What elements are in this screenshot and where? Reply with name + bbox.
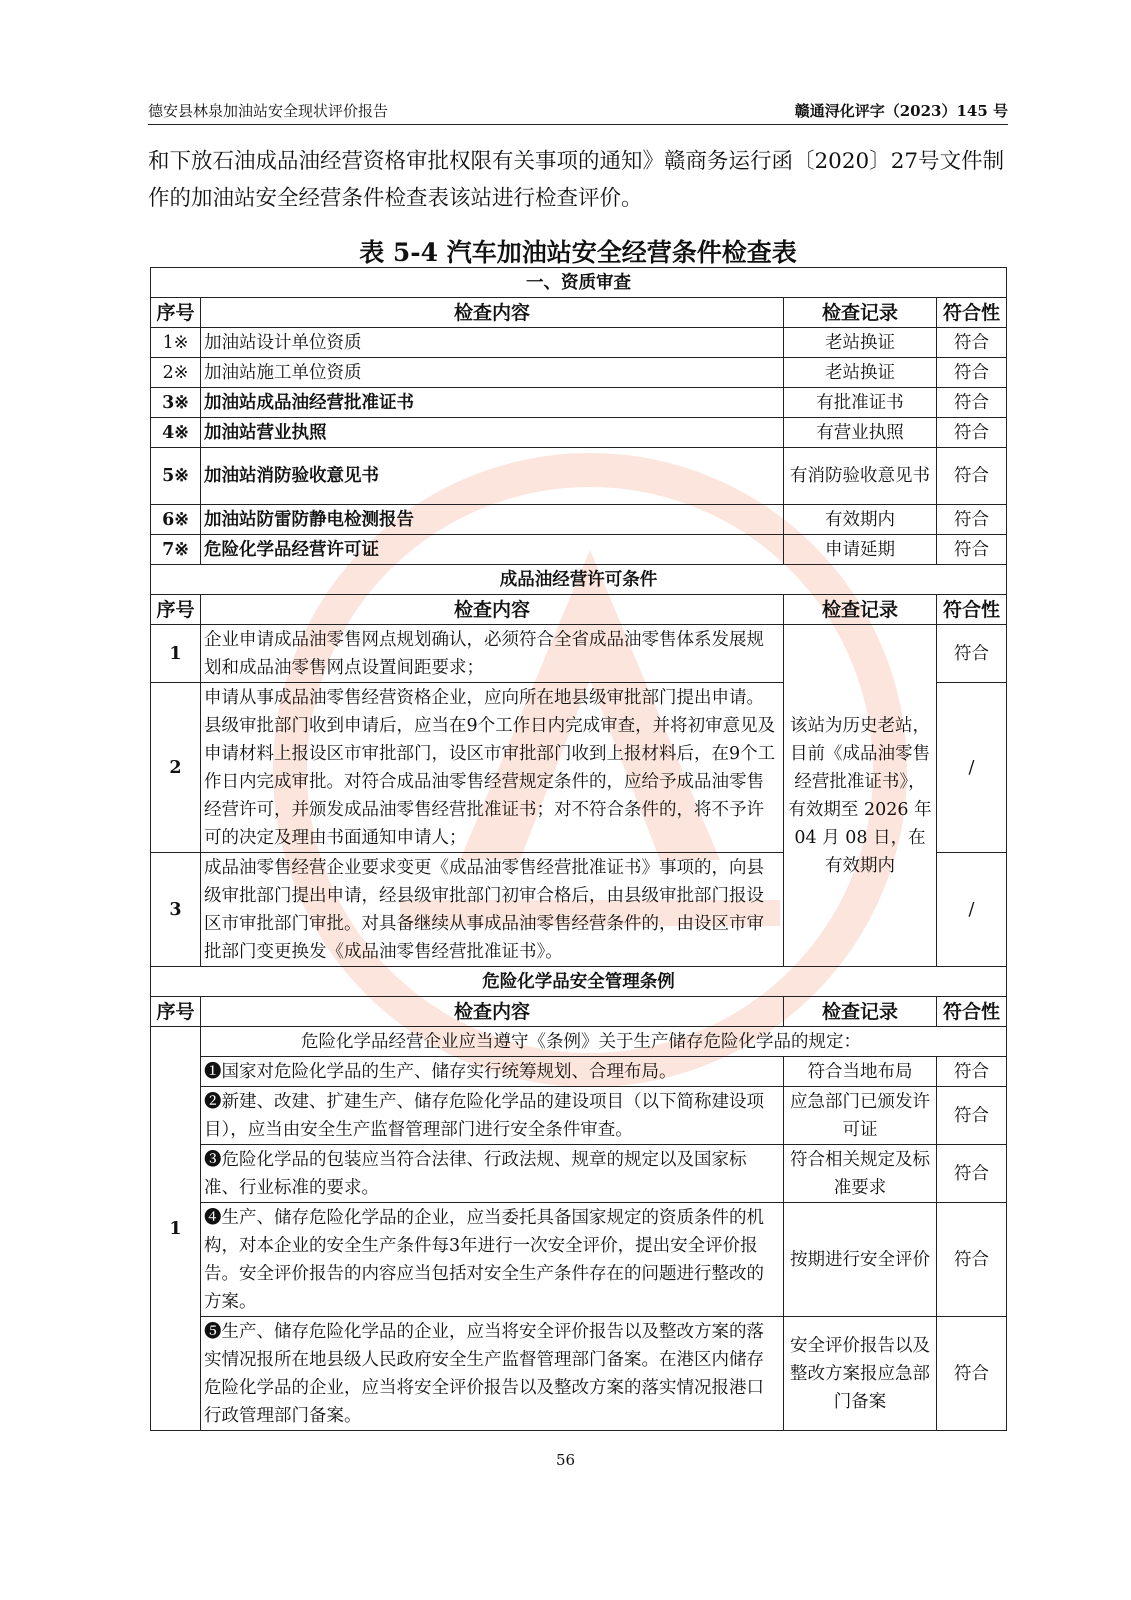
row-content: 加油站营业执照: [201, 418, 784, 448]
row-no: 1: [151, 625, 201, 683]
row-content: 加油站设计单位资质: [201, 328, 784, 358]
row-no: 3: [151, 853, 201, 967]
row-no: 5※: [151, 448, 201, 505]
table-row: [151, 448, 1007, 505]
row-content: 加油站消防验收意见书: [201, 448, 784, 505]
row-conform: /: [937, 683, 1007, 853]
row-conform: 符合: [937, 448, 1007, 505]
table-row: [151, 1317, 1007, 1431]
row-record: 有批准证书: [784, 388, 937, 418]
table-row: [151, 1057, 1007, 1087]
row-content: 加油站防雷防静电检测报告: [201, 505, 784, 535]
row-record: 安全评价报告以及整改方案报应急部门备案: [784, 1317, 937, 1431]
table-row: [151, 1087, 1007, 1145]
report-number: 赣通浔化评字（2023）145 号: [794, 102, 1008, 120]
col-header-no: 序号: [151, 298, 201, 328]
row-no: 6※: [151, 505, 201, 535]
row-conform: 符合: [937, 505, 1007, 535]
row-no: 7※: [151, 535, 201, 565]
row-conform: 符合: [937, 1203, 1007, 1317]
row-content: ❷新建、改建、扩建生产、储存危险化学品的建设项目（以下简称建设项目），应当由安全生产监督管理部门进行安全条件审查。: [201, 1087, 784, 1145]
inspection-table: [150, 267, 1007, 1431]
row-conform: 符合: [937, 358, 1007, 388]
page-header: [148, 98, 1008, 125]
row-record: 符合当地布局: [784, 1057, 937, 1087]
table-row: [151, 418, 1007, 448]
table-row: [151, 1145, 1007, 1203]
row-record: 申请延期: [784, 535, 937, 565]
col-header-content: 检查内容: [201, 298, 784, 328]
row-record: 有消防验收意见书: [784, 448, 937, 505]
row-no: 2: [151, 683, 201, 853]
row-content: ❺生产、储存危险化学品的企业，应当将安全评价报告以及整改方案的落实情况报所在地县级人民政府安全生产监督管理部门备案。在港区内储存危险化学品的企业，应当将安全评价报告以及整改方案的落实情况报港口行政管理部门备案。: [201, 1317, 784, 1431]
row-no: 4※: [151, 418, 201, 448]
row-conform: 符合: [937, 1145, 1007, 1203]
row-record: 应急部门已颁发许可证: [784, 1087, 937, 1145]
row-record: 按期进行安全评价: [784, 1203, 937, 1317]
row-conform: 符合: [937, 535, 1007, 565]
col-header-content: 检查内容: [201, 997, 784, 1027]
row-conform: 符合: [937, 1057, 1007, 1087]
col-header-record: 检查记录: [784, 595, 937, 625]
col-header-record: 检查记录: [784, 997, 937, 1027]
row-conform: 符合: [937, 388, 1007, 418]
col-header-record: 检查记录: [784, 298, 937, 328]
intro-paragraph: 和下放石油成品油经营资格审批权限有关事项的通知》赣商务运行函〔2020〕27号文件制作的加油站安全经营条件检查表该站进行检查评价。: [148, 149, 1005, 211]
row-content: ❸危险化学品的包装应当符合法律、行政法规、规章的规定以及国家标准、行业标准的要求。: [201, 1145, 784, 1203]
col-header-content: 检查内容: [201, 595, 784, 625]
row-conform: 符合: [937, 1317, 1007, 1431]
table-row: [151, 388, 1007, 418]
col-header-no: 序号: [151, 595, 201, 625]
section-lead: 危险化学品经营企业应当遵守《条例》关于生产储存危险化学品的规定：: [201, 1027, 1007, 1057]
col-header-conform: 符合性: [937, 595, 1007, 625]
row-content: 企业申请成品油零售网点规划确认，必须符合全省成品油零售体系发展规划和成品油零售网点设置间距要求；: [201, 625, 784, 683]
col-header-conform: 符合性: [937, 997, 1007, 1027]
table-row: [151, 535, 1007, 565]
table-row: [151, 505, 1007, 535]
report-title: 德安县林泉加油站安全现状评价报告: [148, 102, 389, 120]
row-conform: 符合: [937, 625, 1007, 683]
row-content: 危险化学品经营许可证: [201, 535, 784, 565]
section-title: 成品油经营许可条件: [151, 565, 1007, 595]
table-row: [151, 328, 1007, 358]
row-conform: 符合: [937, 418, 1007, 448]
row-record: 有营业执照: [784, 418, 937, 448]
row-record: 该站为历史老站，目前《成品油零售经营批准证书》，有效期至 2026 年04 月 08 日，在有效期内: [784, 625, 937, 967]
row-content: 加油站施工单位资质: [201, 358, 784, 388]
row-no: 2※: [151, 358, 201, 388]
row-conform: /: [937, 853, 1007, 967]
page-number: 56: [555, 1451, 576, 1469]
row-content: 加油站成品油经营批准证书: [201, 388, 784, 418]
table-title: 表 5-4 汽车加油站安全经营条件检查表: [359, 238, 797, 267]
row-no: 1※: [151, 328, 201, 358]
row-content: ❶国家对危险化学品的生产、储存实行统筹规划、合理布局。: [201, 1057, 784, 1087]
row-no: 3※: [151, 388, 201, 418]
row-conform: 符合: [937, 328, 1007, 358]
row-content: ❹生产、储存危险化学品的企业，应当委托具备国家规定的资质条件的机构，对本企业的安全生产条件每3年进行一次安全评价，提出安全评价报告。安全评价报告的内容应当包括对安全生产条件存在的问题进行整改的方案。: [201, 1203, 784, 1317]
table-row: [151, 358, 1007, 388]
section-title: 危险化学品安全管理条例: [151, 967, 1007, 997]
col-header-no: 序号: [151, 997, 201, 1027]
row-conform: 符合: [937, 1087, 1007, 1145]
row-content: 申请从事成品油零售经营资格企业，应向所在地县级审批部门提出申请。县级审批部门收到申请后，应当在9个工作日内完成审查，并将初审意见及申请材料上报设区市审批部门，设区市审批部门收到上报材料后，在9个工作日内完成审批。对符合成品油零售经营规定条件的，应给予成品油零售经营许可，并颁发成品油零售经营批准证书；对不符合条件的，将不予许可的决定及理由书面通知申请人；: [201, 683, 784, 853]
table-row: [151, 625, 1007, 683]
row-record: 有效期内: [784, 505, 937, 535]
table-row: [151, 1027, 1007, 1057]
section-title: 一、资质审查: [151, 268, 1007, 298]
row-record: 符合相关规定及标准要求: [784, 1145, 937, 1203]
row-record: 老站换证: [784, 358, 937, 388]
row-record: 老站换证: [784, 328, 937, 358]
col-header-conform: 符合性: [937, 298, 1007, 328]
row-content: 成品油零售经营企业要求变更《成品油零售经营批准证书》事项的，向县级审批部门提出申请，经县级审批部门初审合格后，由县级审批部门报设区市审批部门审批。对具备继续从事成品油零售经营条件的，由设区市审批部门变更换发《成品油零售经营批准证书》。: [201, 853, 784, 967]
row-no: 1: [151, 1027, 201, 1431]
table-row: [151, 1203, 1007, 1317]
